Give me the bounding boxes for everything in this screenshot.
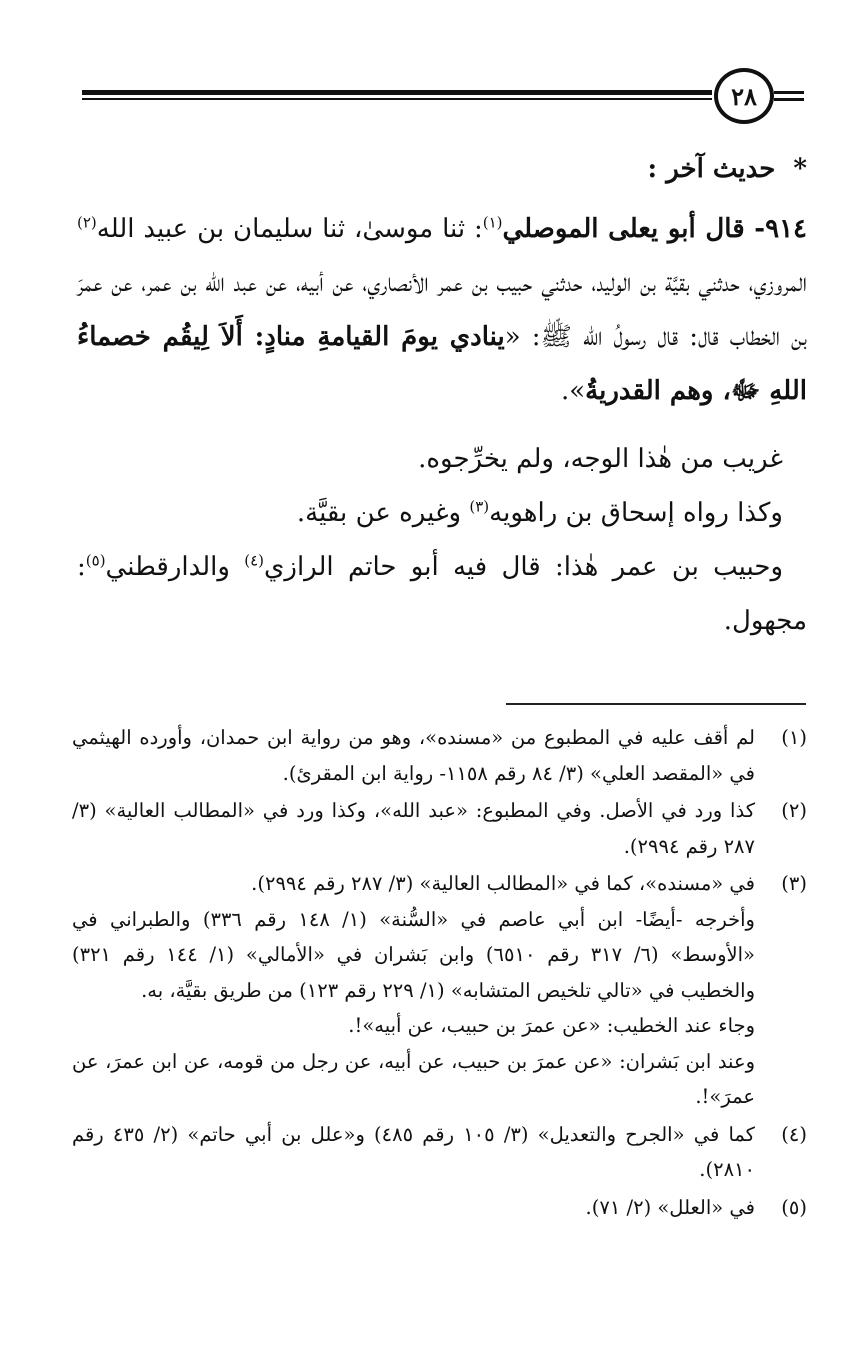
footnote-separator [506,703,806,705]
footnotes [72,720,807,1227]
hadith-opening: ٩١٤- قال أبو يعلى الموصلي [502,214,808,244]
page-header [82,68,804,130]
footnote-4 [72,1117,807,1188]
footnote-text [72,1190,755,1226]
asterisk-icon: * [793,154,807,184]
footnote-text [72,1117,755,1188]
comment-line: غريب من هٰذا الوجه، ولم يخرِّجوه. [418,444,783,474]
comment-text: والدارقطني [105,552,245,582]
footnote-ref: (٢) [77,213,97,232]
footnote-line: في «العلل» (٢/ ٧١). [585,1195,755,1219]
footnote-3 [72,866,807,1115]
footnote-number: (٣) [781,872,807,895]
footnote-number: (١) [781,726,807,749]
footnote-5 [72,1190,807,1226]
footnote-line: وجاء عند الخطيب: «عن عمرَ بن حبيب، عن أبيه»!. [348,1014,755,1037]
isnad-text: المروزي، حدثني بقيَّة بن الوليد، حدثني حبيب بن عمر الأنصاري، عن أبيه، عن عبد الله بن عمر، عن عمرَ بن الخطاب قال: قال رسولُ الله ﷺ: « [77,268,808,352]
footnote-number: (٥) [781,1195,807,1219]
footnote-ref: (٤) [244,551,265,570]
footnote-1 [72,720,807,791]
hadith-matn: ينادي يومَ القيامةِ منادٍ: أَلاَ لِيقُم خصماءُ اللهِ ﷻ، وهم القدريةُ [77,322,807,406]
comment-text: وغيره عن بقيَّة. [296,498,470,528]
comment-line [77,540,807,648]
footnote-number: (٤) [781,1122,807,1146]
isnad-text: : ثنا موسىٰ، ثنا سليمان بن عبيد الله [96,214,483,244]
heading-text: حديث آخر : [647,154,776,184]
comment-text: وكذا رواه إسحاق بن راهويه [489,498,783,528]
footnote-text [72,793,755,864]
footnote-number: (٢) [781,799,807,822]
comment-text: وحبيب بن عمر هٰذا: قال فيه أبو حاتم الرازي [264,552,783,582]
section-heading [77,142,807,196]
footnote-ref: (٥) [85,551,106,570]
hadith-paragraph [77,202,807,418]
header-rule-thin [82,98,712,100]
header-rule-right-bottom [774,98,804,101]
footnote-line: في «مسنده»، كما في «المطالب العالية» (٣/ ٢٨٧ رقم ٢٩٩٤). [251,872,755,895]
footnote-text [72,866,755,1115]
footnote-line: وأخرجه -أيضًا- ابن أبي عاصم في «السُّنة» (١/ ١٤٨ رقم ٣٣٦) والطبراني في «الأوسط» (٦/ ٣١٧ رقم ٦٥١٠) وابن بَشران في «الأمالي» (١/ ١٤٤ رقم ٣٢١) والخطيب في «تالي تلخيص المتشابه» (١/ ٢٢٩ رقم ١٢٣) من طريق بقيَّة، به. [72,907,755,1002]
footnote-line: لم أقف عليه في المطبوع من «مسنده»، وهو من رواية ابن حمدان، وأورده الهيثمي في «المقصد العلي» (٣/ ٨٤ رقم ١١٥٨- رواية ابن المقرئ). [72,726,755,785]
footnote-line: كذا ورد في الأصل. وفي المطبوع: «عبد الله»، وكذا ورد في «المطالب العالية» (٣/ ٢٨٧ رقم ٢٩٩٤). [72,799,755,858]
quote-close: ». [560,376,586,406]
footnote-line: وعند ابن بَشران: «عن عمرَ بن حبيب، عن أبيه، عن رجل من قومه، عن ابن عمرَ، عن عمرَ»!. [72,1049,755,1108]
footnote-line: كما في «الجرح والتعديل» (٣/ ١٠٥ رقم ٤٨٥) و«علل بن أبي حاتم» (٢/ ٤٣٥ رقم ٢٨١٠). [72,1122,755,1181]
header-rule-thick [82,90,712,95]
comment-text: : مجهول. [77,552,807,636]
footnote-2 [72,793,807,864]
footnote-text [72,720,755,791]
comment-line [77,486,807,540]
main-text [77,142,807,648]
header-rule-right-top [774,91,804,94]
footnote-ref: (١) [482,213,503,232]
page-number: ٢٨ [714,68,774,124]
footnote-ref: (٣) [469,497,490,516]
